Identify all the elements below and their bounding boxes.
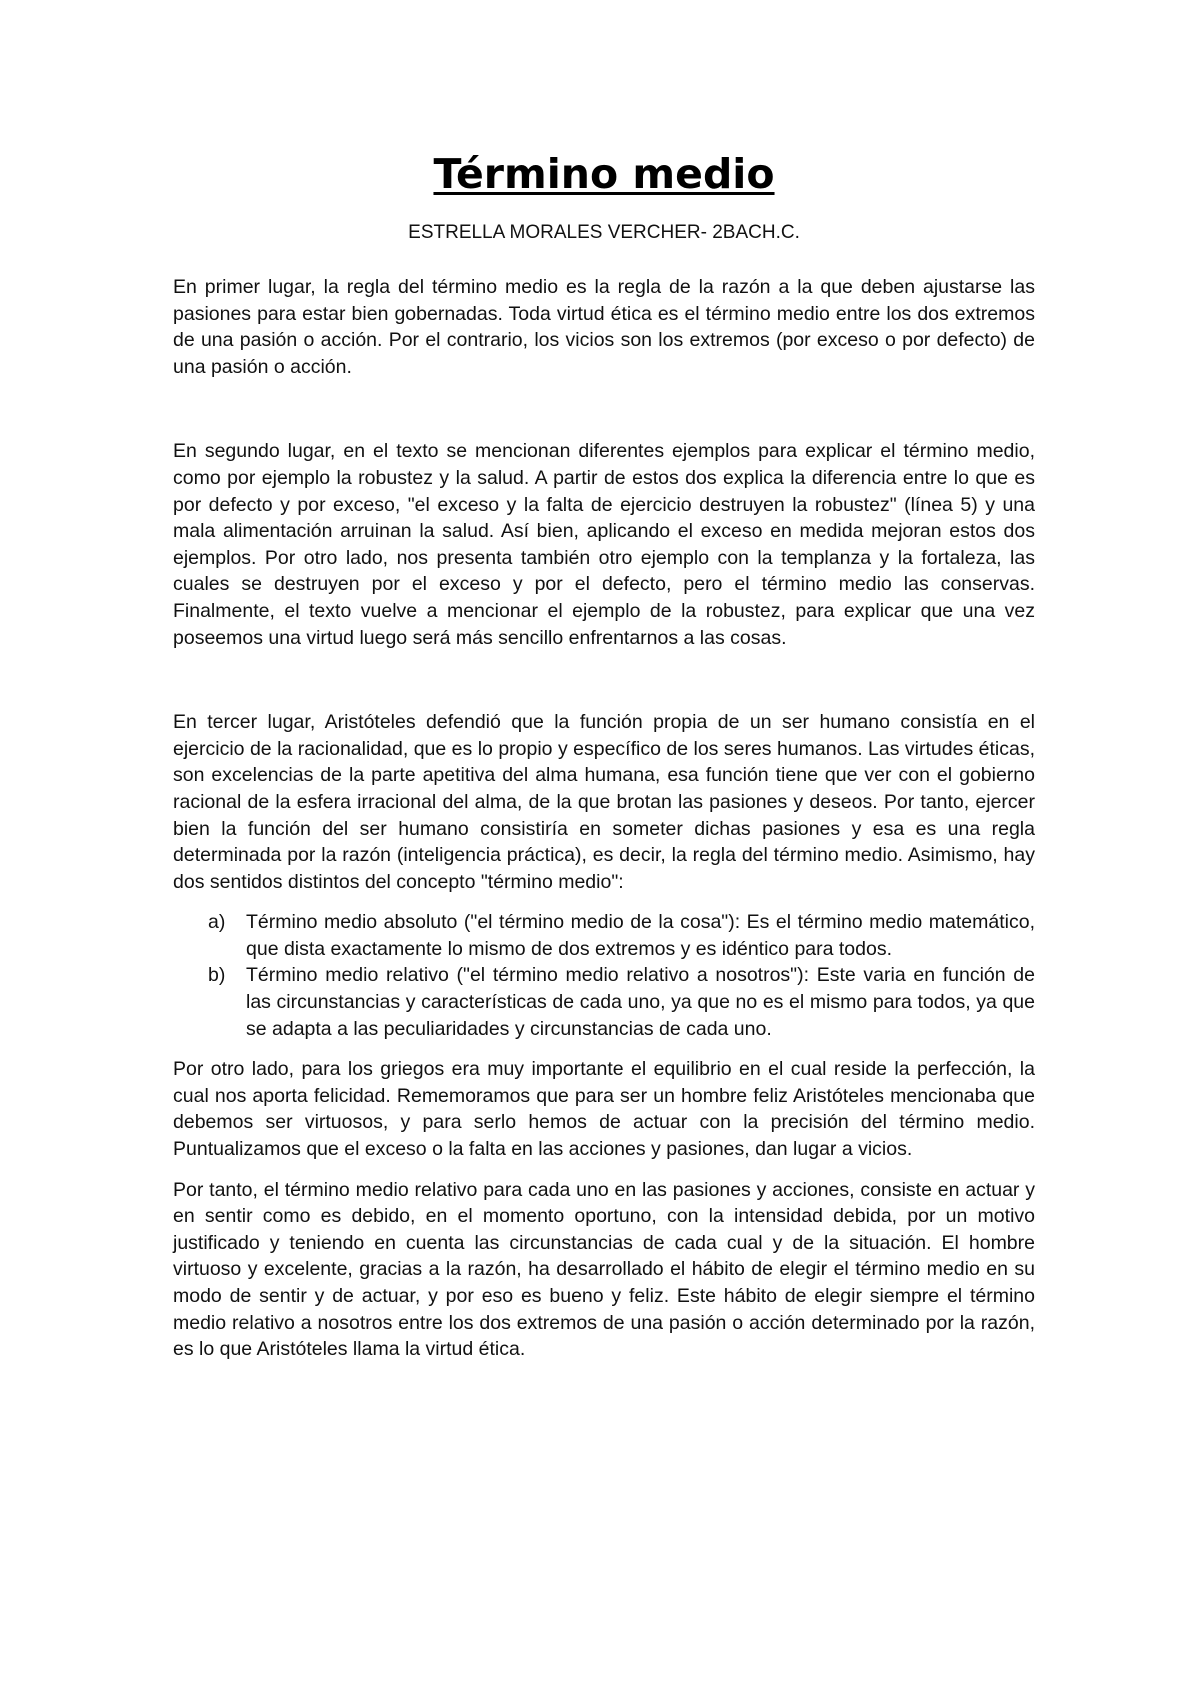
document-title: Término medio	[433, 150, 775, 198]
paragraph-3: En tercer lugar, Aristóteles defendió que la función propia de un ser humano consistía en el ejercicio de la racionalidad, que es lo propio y específico de los seres humanos. Las virtudes éticas, son excelencias de la parte apetitiva del alma humana, esa función tiene que ver con el gobierno racional de la esfera irracional del alma, de la que brotan las pasiones y deseos. Por tanto, ejercer bien la función del ser humano consistiría en someter dichas pasiones y esa es una regla determinada por la razón (inteligencia práctica), es decir, la regla del término medio. Asimismo, hay dos sentidos distintos del concepto "término medio":	[173, 711, 1035, 893]
list-marker: b)	[208, 964, 226, 987]
list-item	[173, 909, 1035, 962]
list-item-text: Término medio relativo ("el término medio relativo a nosotros"): Este varia en función de las circunstancias y características de cada uno, ya que no es el mismo para todos, ya que se adapta a las peculiaridades y circunstancias de cada uno.	[246, 964, 1035, 1040]
paragraph-1: En primer lugar, la regla del término medio es la regla de la razón a la que deben ajustarse las pasiones para estar bien gobernadas. Toda virtud ética es el término medio entre los dos extremos de una pasión o acción. Por el contrario, los vicios son los extremos (por exceso o por defecto) de una pasión o acción.	[173, 276, 1035, 378]
list-item-text: Término medio absoluto ("el término medio de la cosa"): Es el término medio matemático, que dista exactamente lo mismo de dos extremos y es idéntico para todos.	[246, 911, 1035, 960]
author-line: ESTRELLA MORALES VERCHER- 2BACH.C.	[408, 222, 800, 243]
paragraph-4: Por otro lado, para los griegos era muy importante el equilibrio en el cual reside la perfección, la cual nos aporta felicidad. Rememoramos que para ser un hombre feliz Aristóteles mencionaba que debemos ser virtuosos, y para serlo hemos de actuar con la precisión del término medio. Puntualizamos que el exceso o la falta en las acciones y pasiones, dan lugar a vicios.	[173, 1058, 1035, 1161]
paragraph-5: Por tanto, el término medio relativo para cada uno en las pasiones y acciones, consiste en actuar y en sentir como es debido, en el momento oportuno, con la intensidad debida, por un motivo justificado y teniendo en cuenta las circunstancias de cada cual y de la situación. El hombre virtuoso y excelente, gracias a la razón, ha desarrollado el hábito de elegir el término medio en su modo de sentir y de actuar, y por eso es bueno y feliz. Este hábito de elegir siempre el término medio relativo a nosotros entre los dos extremos de una pasión o acción determinado por la razón, es lo que Aristóteles llama la virtud ética.	[173, 1178, 1035, 1361]
list-item	[173, 962, 1035, 1042]
paragraph-2: En segundo lugar, en el texto se mencionan diferentes ejemplos para explicar el término medio, como por ejemplo la robustez y la salud. A partir de estos dos explica la diferencia entre lo que es por defecto y por exceso, "el exceso y la falta de ejercicio destruyen la robustez" (línea 5) y una mala alimentación arruinan la salud. Así bien, aplicando el exceso en medida mejoran estos dos ejemplos. Por otro lado, nos presenta también otro ejemplo con la templanza y la fortaleza, las cuales se destruyen por el exceso y por el defecto, pero el término medio las conservas. Finalmente, el texto vuelve a mencionar el ejemplo de la robustez, para explicar que una vez poseemos una virtud luego será más sencillo enfrentarnos a las cosas.	[173, 440, 1035, 649]
list-marker: a)	[208, 911, 226, 934]
definition-list	[173, 909, 1035, 1042]
document-body	[173, 148, 1035, 1363]
